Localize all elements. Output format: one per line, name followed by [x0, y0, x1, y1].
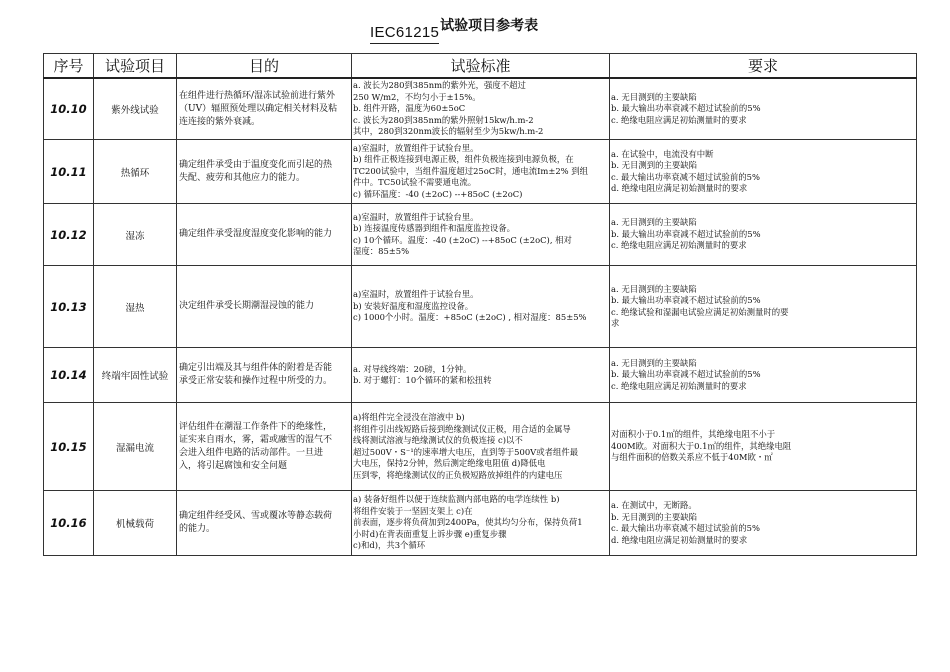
- requirement-line: a. 无目测到的主要缺陷: [611, 217, 697, 228]
- requirement-cell: [610, 266, 917, 348]
- requirement-line: b. 最大输出功率衰减不超过试验前的5%: [611, 295, 761, 305]
- standard-cell: [352, 78, 610, 140]
- header-requirement: 要求: [610, 54, 917, 79]
- test-item-name: 湿漏电流: [94, 403, 177, 491]
- header-row: [44, 54, 917, 79]
- purpose-cell: [177, 403, 352, 491]
- requirement-line: 求: [611, 318, 620, 328]
- requirement-line: b. 最大输出功率衰减不超过试验前的5%: [611, 103, 761, 114]
- standard-line: a. 对导线终端：20磅，1分钟。: [353, 363, 472, 374]
- requirement-line: c. 绝缘电阻应满足初始测量时的要求: [611, 240, 747, 251]
- standard-line: TC200试验中，当组件温度超过25oC时，通电流Im±2% 到组: [353, 165, 589, 176]
- requirement-line: 400M欧。对面积大于0.1㎡的组件，其绝缘电阻: [611, 440, 792, 451]
- requirement-line: c. 最大输出功率衰减不超过试验前的5%: [611, 171, 760, 182]
- test-item-name: 紫外线试验: [94, 78, 177, 140]
- table-row: [44, 78, 917, 140]
- requirement-line: d. 绝缘电阻应满足初始测量时的要求: [611, 534, 748, 545]
- standard-line: a) 装备好组件以便于连续监测内部电路的电学连续性 b): [353, 494, 560, 505]
- standard-line: c. 波长为280到385nm的紫外照射15kw/h.m-2: [353, 114, 534, 125]
- requirement-line: d. 绝缘电阻应满足初始测量时的要求: [611, 183, 748, 193]
- table-row: [44, 491, 917, 556]
- requirement-line: c. 绝缘试验和湿漏电试验应满足初始测量时的要: [611, 306, 789, 317]
- requirement-line: a. 无目测到的主要缺陷: [611, 91, 697, 102]
- header-test-item: 试验项目: [94, 54, 177, 79]
- standard-line: a)室温时，放置组件于试验台里。: [353, 142, 479, 153]
- table-row: [44, 140, 917, 204]
- standard-line: c) 1000个小时。温度：+85oC (±2oC) , 相对湿度：85±5%: [353, 312, 587, 323]
- standard-line: 湿度：85±5%: [353, 246, 410, 256]
- requirement-line: 对面积小于0.1㎡的组件，其绝缘电阻不小于: [611, 429, 776, 440]
- standard-line: a)室温时，放置组件于试验台里。: [353, 211, 479, 222]
- standard-line: 前表面，逐步将负荷加到2400Pa，使其均匀分布，保持负荷1: [353, 517, 583, 528]
- test-item-name: 湿冻: [94, 204, 177, 266]
- standard-line: a. 波长为280到385nm的紫外光，强度不超过: [353, 80, 526, 91]
- standard-line: a)室温时，放置组件于试验台里。: [353, 289, 479, 300]
- standard-cell: [352, 403, 610, 491]
- standard-line: 线将测试溶液与绝缘测试仪的负极连接 c)以不: [353, 435, 523, 445]
- item-number: 10.13: [44, 266, 94, 348]
- item-number: 10.10: [44, 78, 94, 140]
- standard-line: b) 组件正极连接到电源正极，组件负极连接到电源负极，在: [353, 154, 574, 165]
- standard-line: 其中，280到320nm波长的辐射至少为5kw/h.m-2: [353, 126, 544, 137]
- test-item-name: 机械载荷: [94, 491, 177, 556]
- requirement-cell: [610, 348, 917, 403]
- purpose-line: 连连接的紫外衰减。: [179, 116, 261, 127]
- requirement-cell: [610, 140, 917, 204]
- header-number: 序号: [44, 54, 94, 79]
- purpose-line: 确定组件承受由于温度变化而引起的热: [179, 159, 333, 170]
- standard-cell: [352, 204, 610, 266]
- purpose-line: 确定组件承受湿度湿度变化影响的能力: [179, 229, 333, 239]
- table-row: [44, 266, 917, 348]
- purpose-cell: [177, 266, 352, 348]
- standard-line: 压到零，将绝缘测试仪的正负极短路放掉组件的内建电压: [353, 469, 563, 480]
- purpose-line: 评估组件在潮湿工作条件下的绝缘性，: [179, 421, 333, 432]
- item-number: 10.16: [44, 491, 94, 556]
- standard-line: c) 循环温度：-40 (±2oC) --+85oC (±2oC): [353, 188, 523, 199]
- requirement-line: a. 在试验中，电流没有中断: [611, 148, 714, 159]
- purpose-cell: [177, 140, 352, 204]
- purpose-line: 失配、疲劳和其他应力的能力。: [179, 172, 306, 183]
- purpose-cell: [177, 78, 352, 140]
- table-row: [44, 403, 917, 491]
- standard-cell: [352, 491, 610, 556]
- test-items-table: [43, 53, 917, 556]
- standard-line: 超过500V・S⁻¹的速率增大电压，直到等于500V或者组件最: [353, 446, 579, 457]
- requirement-cell: [610, 403, 917, 491]
- requirement-line: b. 最大输出功率衰减不超过试验前的5%: [611, 369, 761, 380]
- requirement-cell: [610, 204, 917, 266]
- purpose-line: 确定组件经受风、雪或覆冰等静态载荷: [179, 511, 333, 521]
- requirement-line: a. 无目测到的主要缺陷: [611, 357, 697, 368]
- purpose-line: 在组件进行热循环/湿冻试验前进行紫外: [179, 90, 336, 101]
- requirement-line: a. 在测试中，无断路。: [611, 500, 697, 510]
- standard-line: b) 连接温度传感器到组件和温度监控设备。: [353, 223, 516, 233]
- requirement-cell: [610, 78, 917, 140]
- standard-line: c)和d)，共3个循环: [353, 540, 426, 551]
- item-number: 10.12: [44, 204, 94, 266]
- standard-cell: [352, 140, 610, 204]
- requirement-line: b. 最大输出功率衰减不超过试验前的5%: [611, 228, 761, 239]
- standard-line: 件中。TC50试验不需要通电流。: [353, 177, 477, 188]
- item-number: 10.14: [44, 348, 94, 403]
- standard-line: 将组件引出线短路后接到绝缘测试仪正极，用合适的金属导: [353, 423, 571, 434]
- standard-line: 小时d)在背表面重复上诉步骤 e)重复步骤: [353, 528, 507, 539]
- requirement-line: c. 最大输出功率衰减不超过试验前的5%: [611, 523, 760, 533]
- purpose-line: 承受正常安装和操作过程中所受的力。: [179, 376, 333, 386]
- table-row: [44, 204, 917, 266]
- requirement-line: b. 无目测到的主要缺陷: [611, 160, 698, 170]
- test-item-name: 湿热: [94, 266, 177, 348]
- test-item-name: 热循环: [94, 140, 177, 204]
- requirement-line: c. 绝缘电阻应满足初始测量时的要求: [611, 380, 747, 391]
- standard-line: b. 组件开路，温度为60±5oC: [353, 103, 466, 114]
- requirement-cell: [610, 491, 917, 556]
- purpose-line: 决定组件承受长期潮湿浸蚀的能力: [179, 301, 315, 311]
- header-purpose: 目的: [177, 54, 352, 79]
- purpose-line: 会进入组件电路的活动部件。一旦进: [179, 447, 324, 458]
- requirement-line: a. 无目测到的主要缺陷: [611, 283, 697, 294]
- purpose-cell: [177, 491, 352, 556]
- standard-cell: [352, 266, 610, 348]
- standard-line: 将组件安装于一坚固支架上 c)在: [353, 505, 473, 516]
- requirement-line: b. 无目测到的主要缺陷: [611, 511, 698, 522]
- header-standard: 试验标准: [352, 54, 610, 79]
- standard-line: 大电压，保持2分钟，然后测定绝缘电阻值 d)降低电: [353, 458, 546, 468]
- purpose-line: 的能力。: [179, 524, 216, 534]
- purpose-line: 证实来自雨水，雾，霜或融雪的湿气不: [179, 434, 333, 445]
- item-number: 10.11: [44, 140, 94, 204]
- title-name: 试验项目参考表: [440, 18, 539, 34]
- standard-line: b. 对于螺钉：10个循环的紧和松扭转: [353, 375, 492, 385]
- standard-cell: [352, 348, 610, 403]
- purpose-line: 确定引出端及其与组件体的附着是否能: [179, 363, 333, 373]
- test-item-name: 终端牢固性试验: [94, 348, 177, 403]
- purpose-cell: [177, 348, 352, 403]
- table-row: [44, 348, 917, 403]
- item-number: 10.15: [44, 403, 94, 491]
- purpose-line: 入，将引起腐蚀和安全问题: [179, 460, 288, 471]
- requirement-line: c. 绝缘电阻应满足初始测量时的要求: [611, 114, 747, 125]
- document-title: [370, 18, 538, 44]
- standard-line: a)将组件完全浸没在溶液中 b): [353, 412, 465, 422]
- purpose-line: （UV）辐照预处理以确定相关材料及粘: [179, 103, 338, 114]
- standard-line: c) 10个循环。温度：-40 (±2oC) --+85oC (±2oC), 相对: [353, 234, 572, 245]
- title-code: IEC61215: [370, 24, 439, 44]
- purpose-cell: [177, 204, 352, 266]
- requirement-line: 与组件面积的倍数关系应不低于40M欧・㎡: [611, 452, 773, 463]
- standard-line: 250 W/m2，不均匀小于±15%。: [353, 91, 481, 102]
- standard-line: b) 安装好温度和湿度监控设备。: [353, 300, 474, 311]
